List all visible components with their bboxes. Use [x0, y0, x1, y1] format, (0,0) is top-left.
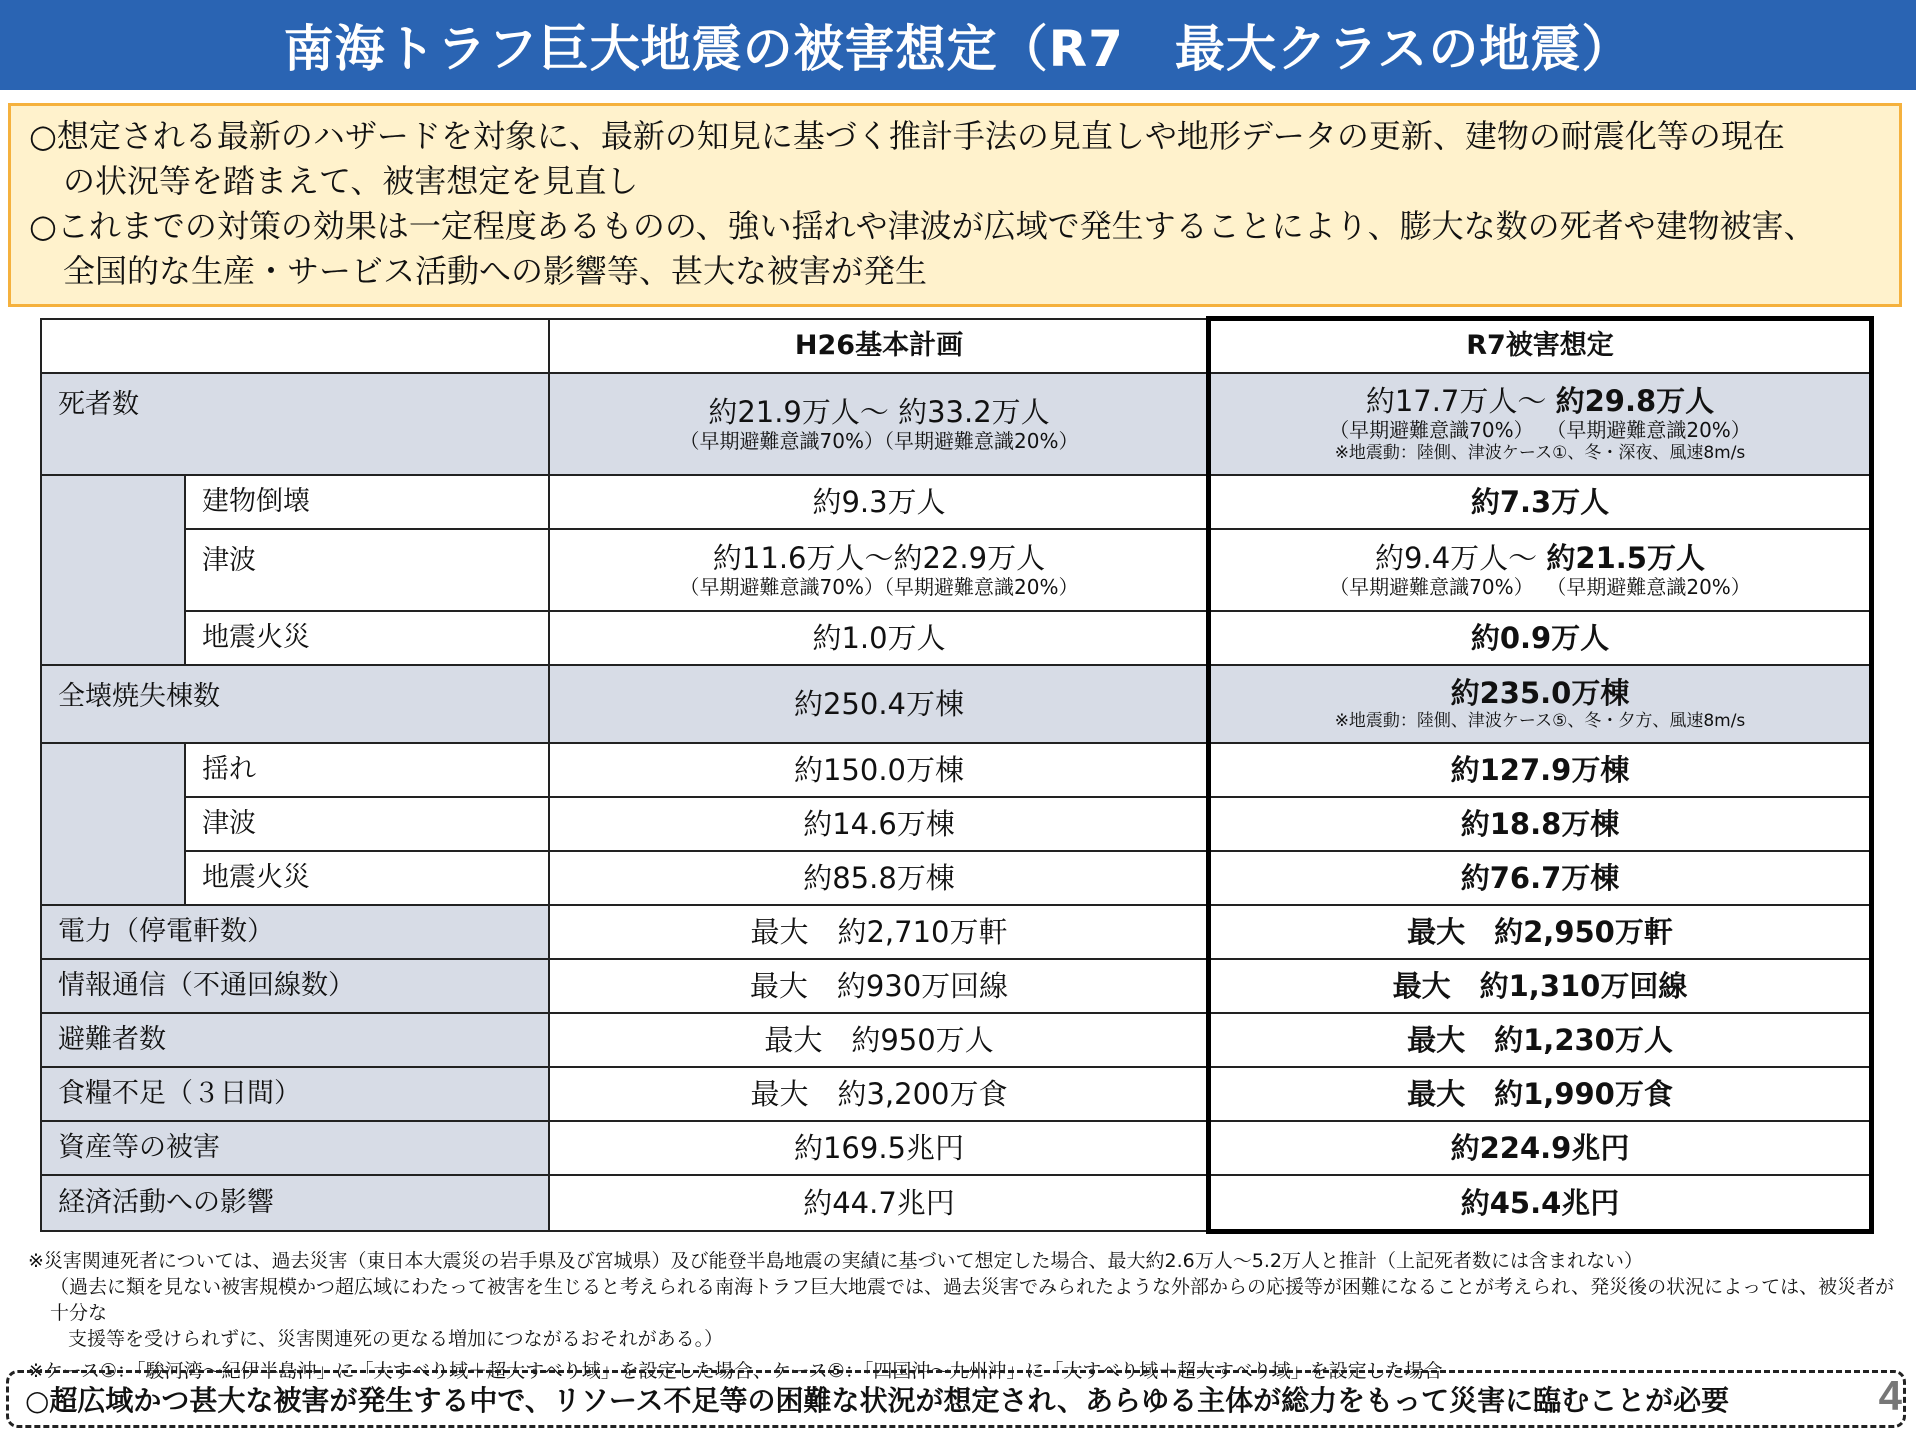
intro-line-2: ○これまでの対策の効果は一定程度あるものの、強い揺れや津波が広域で発生することにより、膨大な数の死者や建物被害、	[29, 207, 1816, 245]
cell-shaking-r7: 約127.9万棟	[1208, 742, 1872, 798]
row-label-shaking: 揺れ	[184, 742, 550, 798]
cell-buildings-fire-r7: 約76.7万棟	[1208, 850, 1872, 906]
header-r7: R7被害想定	[1208, 318, 1872, 374]
cell-buildings-h26: 約250.4万棟	[548, 664, 1210, 744]
cell-food-r7: 最大 約1,990万食	[1208, 1066, 1872, 1122]
cell-buildings-tsunami-r7: 約18.8万棟	[1208, 796, 1872, 852]
intro-line-2-cont: 全国的な生産・サービス活動への影響等、甚大な被害が発生	[63, 252, 928, 290]
page-title: 南海トラフ巨大地震の被害想定（R7 最大クラスの地震）	[0, 0, 1916, 90]
cell-economy-r7: 約45.4兆円	[1208, 1174, 1872, 1232]
deaths-r7-condition: ※地震動：陸側、津波ケース①、冬・深夜、風速8m/s	[1334, 443, 1746, 463]
page-number: 4	[1878, 1372, 1902, 1419]
deaths-h26-value: 約21.9万人～ 約33.2万人	[708, 395, 1050, 429]
deaths-tsunami-r7-min: 約9.4万人～	[1375, 541, 1547, 575]
cell-deaths-tsunami-h26	[548, 528, 1210, 612]
row-label-buildings-fire: 地震火災	[184, 850, 550, 906]
row-label-buildings: 全壊焼失棟数	[40, 664, 550, 744]
deaths-r7-value	[1366, 384, 1714, 418]
row-label-deaths	[40, 372, 550, 476]
intro-line-1-cont: の状況等を踏まえて、被害想定を見直し	[63, 162, 639, 200]
cell-building-collapse-h26: 約9.3万人	[548, 474, 1210, 530]
footnote-cases: ※ケース①：「駿河湾～紀伊半島沖」に「大すべり域＋超大すべり域」を設定した場合、ケース⑤：「四国沖～九州沖」に「大すべり域＋超大すべり域」を設定した場合	[28, 1360, 1443, 1382]
deaths-h26-note: （早期避難意識70%）（早期避難意識20%）	[679, 429, 1079, 453]
cell-telecom-r7: 最大 約1,310万回線	[1208, 958, 1872, 1014]
cell-deaths-fire-r7: 約0.9万人	[1208, 610, 1872, 666]
footnote-related-deaths-detail: （過去に類を見ない被害規模かつ超広域にわたって被害を生じると考えられる南海トラフ巨大地震では、過去災害でみられたような外部からの応援等が困難になることが考えられ、発災後の状況によっては、被災者が十分な	[50, 1276, 1895, 1324]
deaths-r7-note: （早期避難意識70%） （早期避難意識20%）	[1329, 418, 1751, 442]
cell-telecom-h26: 最大 約930万回線	[548, 958, 1210, 1014]
row-label-telecom: 情報通信（不通回線数）	[40, 958, 550, 1014]
cell-building-collapse-r7: 約7.3万人	[1208, 474, 1872, 530]
deaths-tsunami-r7-max: 約21.5万人	[1546, 541, 1705, 575]
row-label-buildings-tsunami: 津波	[184, 796, 550, 852]
intro-box	[8, 103, 1902, 307]
row-label-evacuees: 避難者数	[40, 1012, 550, 1068]
cell-power-h26: 最大 約2,710万軒	[548, 904, 1210, 960]
buildings-r7-value: 約235.0万棟	[1450, 676, 1630, 710]
row-label-economy: 経済活動への影響	[40, 1174, 550, 1232]
cell-deaths-fire-h26: 約1.0万人	[548, 610, 1210, 666]
deaths-tsunami-h26-value: 約11.6万人～約22.9万人	[712, 541, 1046, 575]
footnote-related-deaths-detail-cont: 支援等を受けられずに、災害関連死の更なる増加につながるおそれがある。）	[68, 1328, 724, 1350]
deaths-tsunami-r7-value	[1375, 541, 1705, 575]
cell-economy-h26: 約44.7兆円	[548, 1174, 1210, 1232]
row-label-assets: 資産等の被害	[40, 1120, 550, 1176]
buildings-group-indent	[40, 742, 186, 906]
footnotes	[28, 1248, 1898, 1384]
row-label-deaths-fire: 地震火災	[184, 610, 550, 666]
row-label-power: 電力（停電軒数）	[40, 904, 550, 960]
row-label-food: 食糧不足（３日間）	[40, 1066, 550, 1122]
header-blank-cell	[40, 318, 550, 374]
deaths-tsunami-h26-note: （早期避難意識70%）（早期避難意識20%）	[679, 575, 1079, 599]
row-label-deaths-tsunami: 津波	[184, 528, 550, 612]
cell-food-h26: 最大 約3,200万食	[548, 1066, 1210, 1122]
intro-line-1: ○想定される最新のハザードを対象に、最新の知見に基づく推計手法の見直しや地形データの更新、建物の耐震化等の現在	[29, 117, 1785, 155]
cell-buildings-r7	[1208, 664, 1872, 744]
cell-deaths-h26	[548, 372, 1210, 476]
cell-assets-h26: 約169.5兆円	[548, 1120, 1210, 1176]
cell-evacuees-r7: 最大 約1,230万人	[1208, 1012, 1872, 1068]
conclusion-box	[6, 1370, 1906, 1428]
buildings-r7-condition: ※地震動：陸側、津波ケース⑤、冬・夕方、風速8m/s	[1334, 711, 1746, 731]
row-label-building-collapse: 建物倒壊	[184, 474, 550, 530]
damage-table	[40, 318, 1872, 1236]
cell-deaths-r7	[1208, 372, 1872, 476]
deaths-tsunami-r7-note: （早期避難意識70%） （早期避難意識20%）	[1329, 575, 1751, 599]
deaths-r7-min: 約17.7万人～	[1365, 384, 1556, 418]
cell-evacuees-h26: 最大 約950万人	[548, 1012, 1210, 1068]
cell-buildings-tsunami-h26: 約14.6万棟	[548, 796, 1210, 852]
deaths-label-text: 死者数	[58, 389, 139, 420]
header-h26: H26基本計画	[548, 318, 1210, 374]
cell-assets-r7: 約224.9兆円	[1208, 1120, 1872, 1176]
conclusion-text: ○超広域かつ甚大な被害が発生する中で、リソース不足等の困難な状況が想定され、あらゆる主体が総力をもって災害に臨むことが必要	[25, 1384, 1730, 1417]
cell-deaths-tsunami-r7	[1208, 528, 1872, 612]
deaths-r7-max: 約29.8万人	[1555, 384, 1715, 418]
cell-power-r7: 最大 約2,950万軒	[1208, 904, 1872, 960]
cell-shaking-h26: 約150.0万棟	[548, 742, 1210, 798]
cell-buildings-fire-h26: 約85.8万棟	[548, 850, 1210, 906]
footnote-related-deaths: ※災害関連死者については、過去災害（東日本大震災の岩手県及び宮城県）及び能登半島地震の実績に基づいて想定した場合、最大約2.6万人～5.2万人と推計（上記死者数には含まれない）	[28, 1250, 1643, 1272]
